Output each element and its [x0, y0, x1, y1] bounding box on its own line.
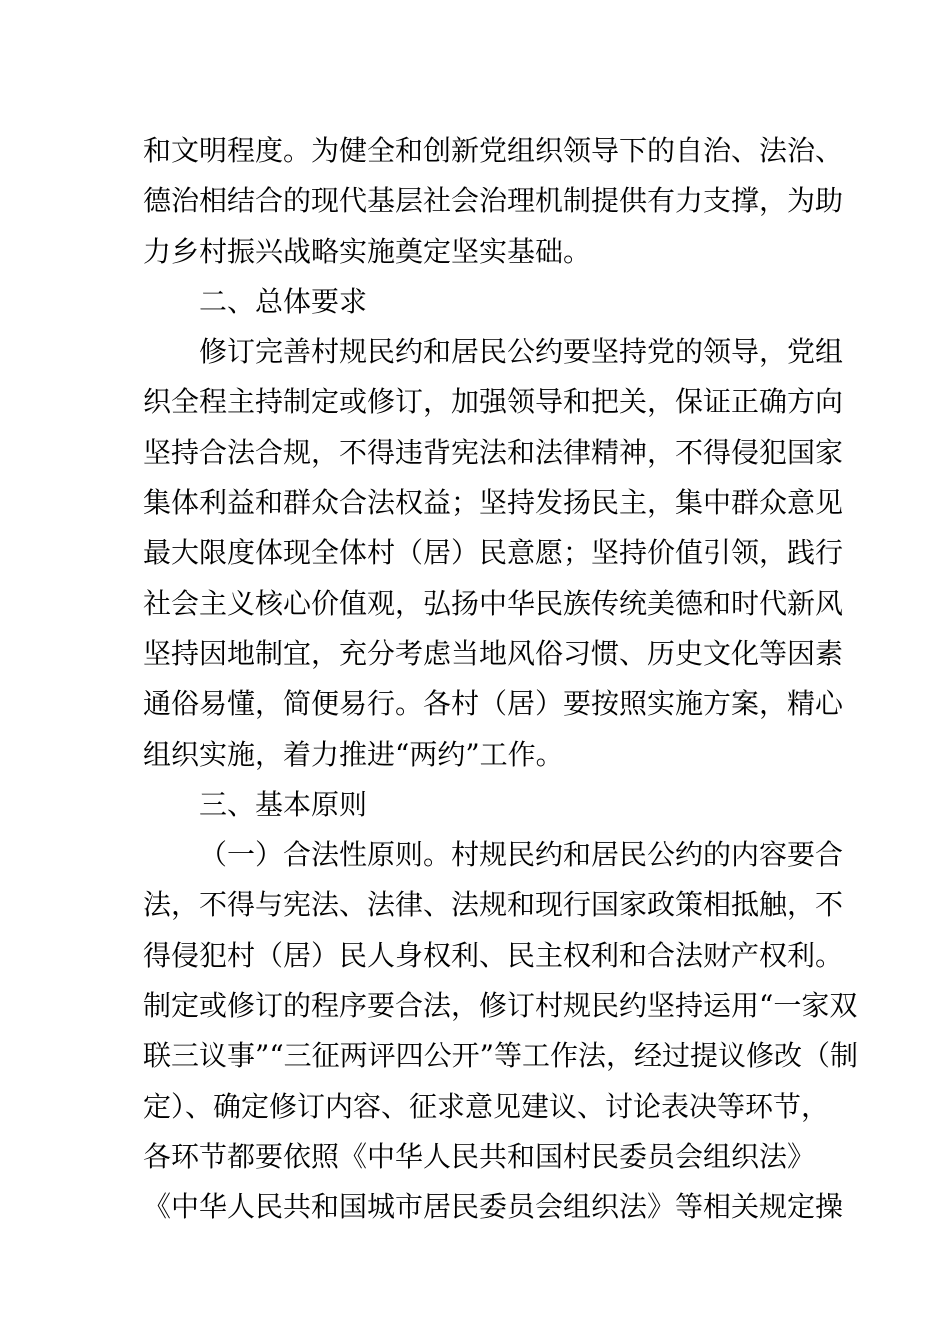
text-line: 坚持合法合规，不得违背宪法和法律精神，不得侵犯国家 — [143, 435, 844, 469]
text-line: 力乡村振兴战略实施奠定坚实基础。 — [143, 234, 592, 268]
text-line: 集体利益和群众合法权益；坚持发扬民主，集中群众意见 — [143, 486, 844, 520]
text-line: 修订完善村规民约和居民公约要坚持党的领导，党组 — [199, 335, 844, 369]
text-line: 通俗易懂，简便易行。各村（居）要按照实施方案，精心 — [143, 687, 844, 721]
text-line: 定）、确定修订内容、征求意见建议、讨论表决等环节， — [143, 1089, 830, 1123]
text-line: 坚持因地制宜，充分考虑当地风俗习惯、历史文化等因素 — [143, 636, 844, 670]
text-line: 最大限度体现全体村（居）民意愿；坚持价值引领，践行 — [143, 536, 844, 570]
body-text — [143, 126, 858, 1233]
text-line: 制定或修订的程序要合法，修订村规民约坚持运用“一家双 — [143, 989, 858, 1023]
text-line: 法，不得与宪法、法律、法规和现行国家政策相抵触，不 — [143, 888, 844, 922]
section-heading: 三、基本原则 — [199, 787, 368, 821]
text-line: （一）合法性原则。村规民约和居民公约的内容要合 — [199, 838, 844, 872]
text-line: 组织实施，着力推进“两约”工作。 — [143, 737, 564, 771]
text-line: 织全程主持制定或修订，加强领导和把关，保证正确方向 — [143, 385, 844, 419]
text-line: 各环节都要依照《中华人民共和国村民委员会组织法》 — [143, 1139, 816, 1173]
section-heading: 二、总体要求 — [199, 284, 368, 318]
text-line: 联三议事”“三征两评四公开”等工作法，经过提议修改（制 — [143, 1039, 858, 1073]
text-line: 《中华人民共和国城市居民委员会组织法》等相关规定操 — [143, 1190, 844, 1224]
text-line: 和文明程度。为健全和创新党组织领导下的自治、法治、 — [143, 134, 844, 167]
text-line: 社会主义核心价值观，弘扬中华民族传统美德和时代新风 — [143, 586, 844, 620]
text-line: 得侵犯村（居）民人身权利、民主权利和合法财产权利。 — [143, 938, 844, 972]
text-line: 德治相结合的现代基层社会治理机制提供有力支撑，为助 — [143, 184, 844, 218]
